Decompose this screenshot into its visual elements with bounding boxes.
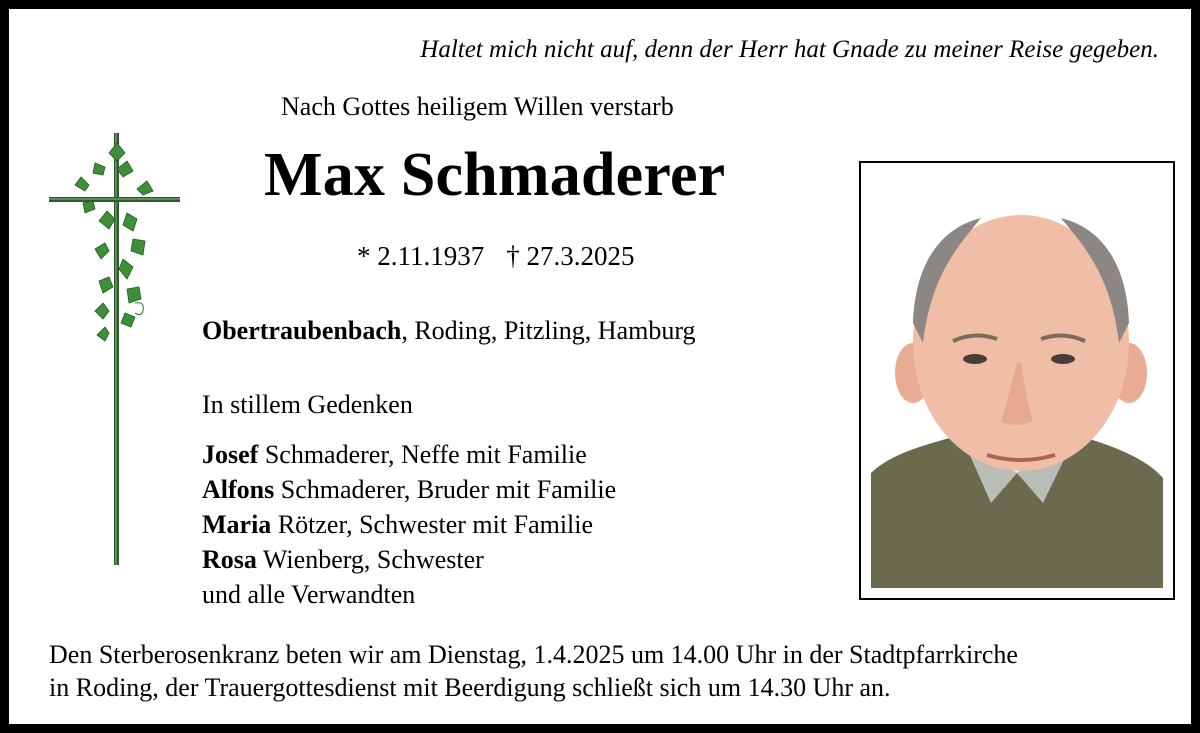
announcement-line: Den Sterberosenkranz beten wir am Dienstag, 1.4.2025 um 14.00 Uhr in der Stadtpfarrkirche (49, 640, 1018, 669)
portrait-photo (871, 173, 1163, 588)
relatives-line: und alle Verwandten (202, 580, 416, 609)
mourner-details: Wienberg, Schwester (256, 545, 484, 574)
mourner-first-name: Alfons (202, 475, 275, 504)
places-line (202, 316, 696, 346)
mourner-details: Schmaderer, Neffe mit Familie (258, 440, 587, 469)
life-dates (357, 241, 635, 272)
mourner-details: Schmaderer, Bruder mit Familie (274, 475, 617, 504)
mourner-first-name: Rosa (202, 545, 257, 574)
ivy-cross-icon (47, 131, 183, 571)
main-place: Obertraubenbach (202, 316, 402, 345)
mourner-item (202, 437, 616, 472)
birth-date: * 2.11.1937 (357, 241, 485, 271)
mourner-details: Rötzer, Schwester mit Familie (271, 510, 594, 539)
announcement (49, 638, 1189, 704)
mourner-item (202, 472, 616, 507)
mourners-list (202, 437, 616, 612)
deceased-name: Max Schmaderer (264, 141, 726, 209)
announcement-line: in Roding, der Trauergottesdienst mit Beerdigung schließt sich um 14.30 Uhr an. (49, 673, 891, 702)
mourner-first-name: Maria (202, 510, 272, 539)
motto-quote: Haltet mich nicht auf, denn der Herr hat Gnade zu meiner Reise gegeben. (420, 36, 1159, 63)
memory-heading: In stillem Gedenken (202, 390, 413, 419)
mourner-first-name: Josef (202, 440, 259, 469)
intro-text: Nach Gottes heiligem Willen verstarb (281, 92, 674, 121)
mourner-item (202, 542, 616, 577)
portrait-frame (859, 161, 1175, 600)
other-places: , Roding, Pitzling, Hamburg (401, 316, 696, 345)
mourner-item (202, 507, 616, 542)
death-date: † 27.3.2025 (506, 241, 635, 271)
